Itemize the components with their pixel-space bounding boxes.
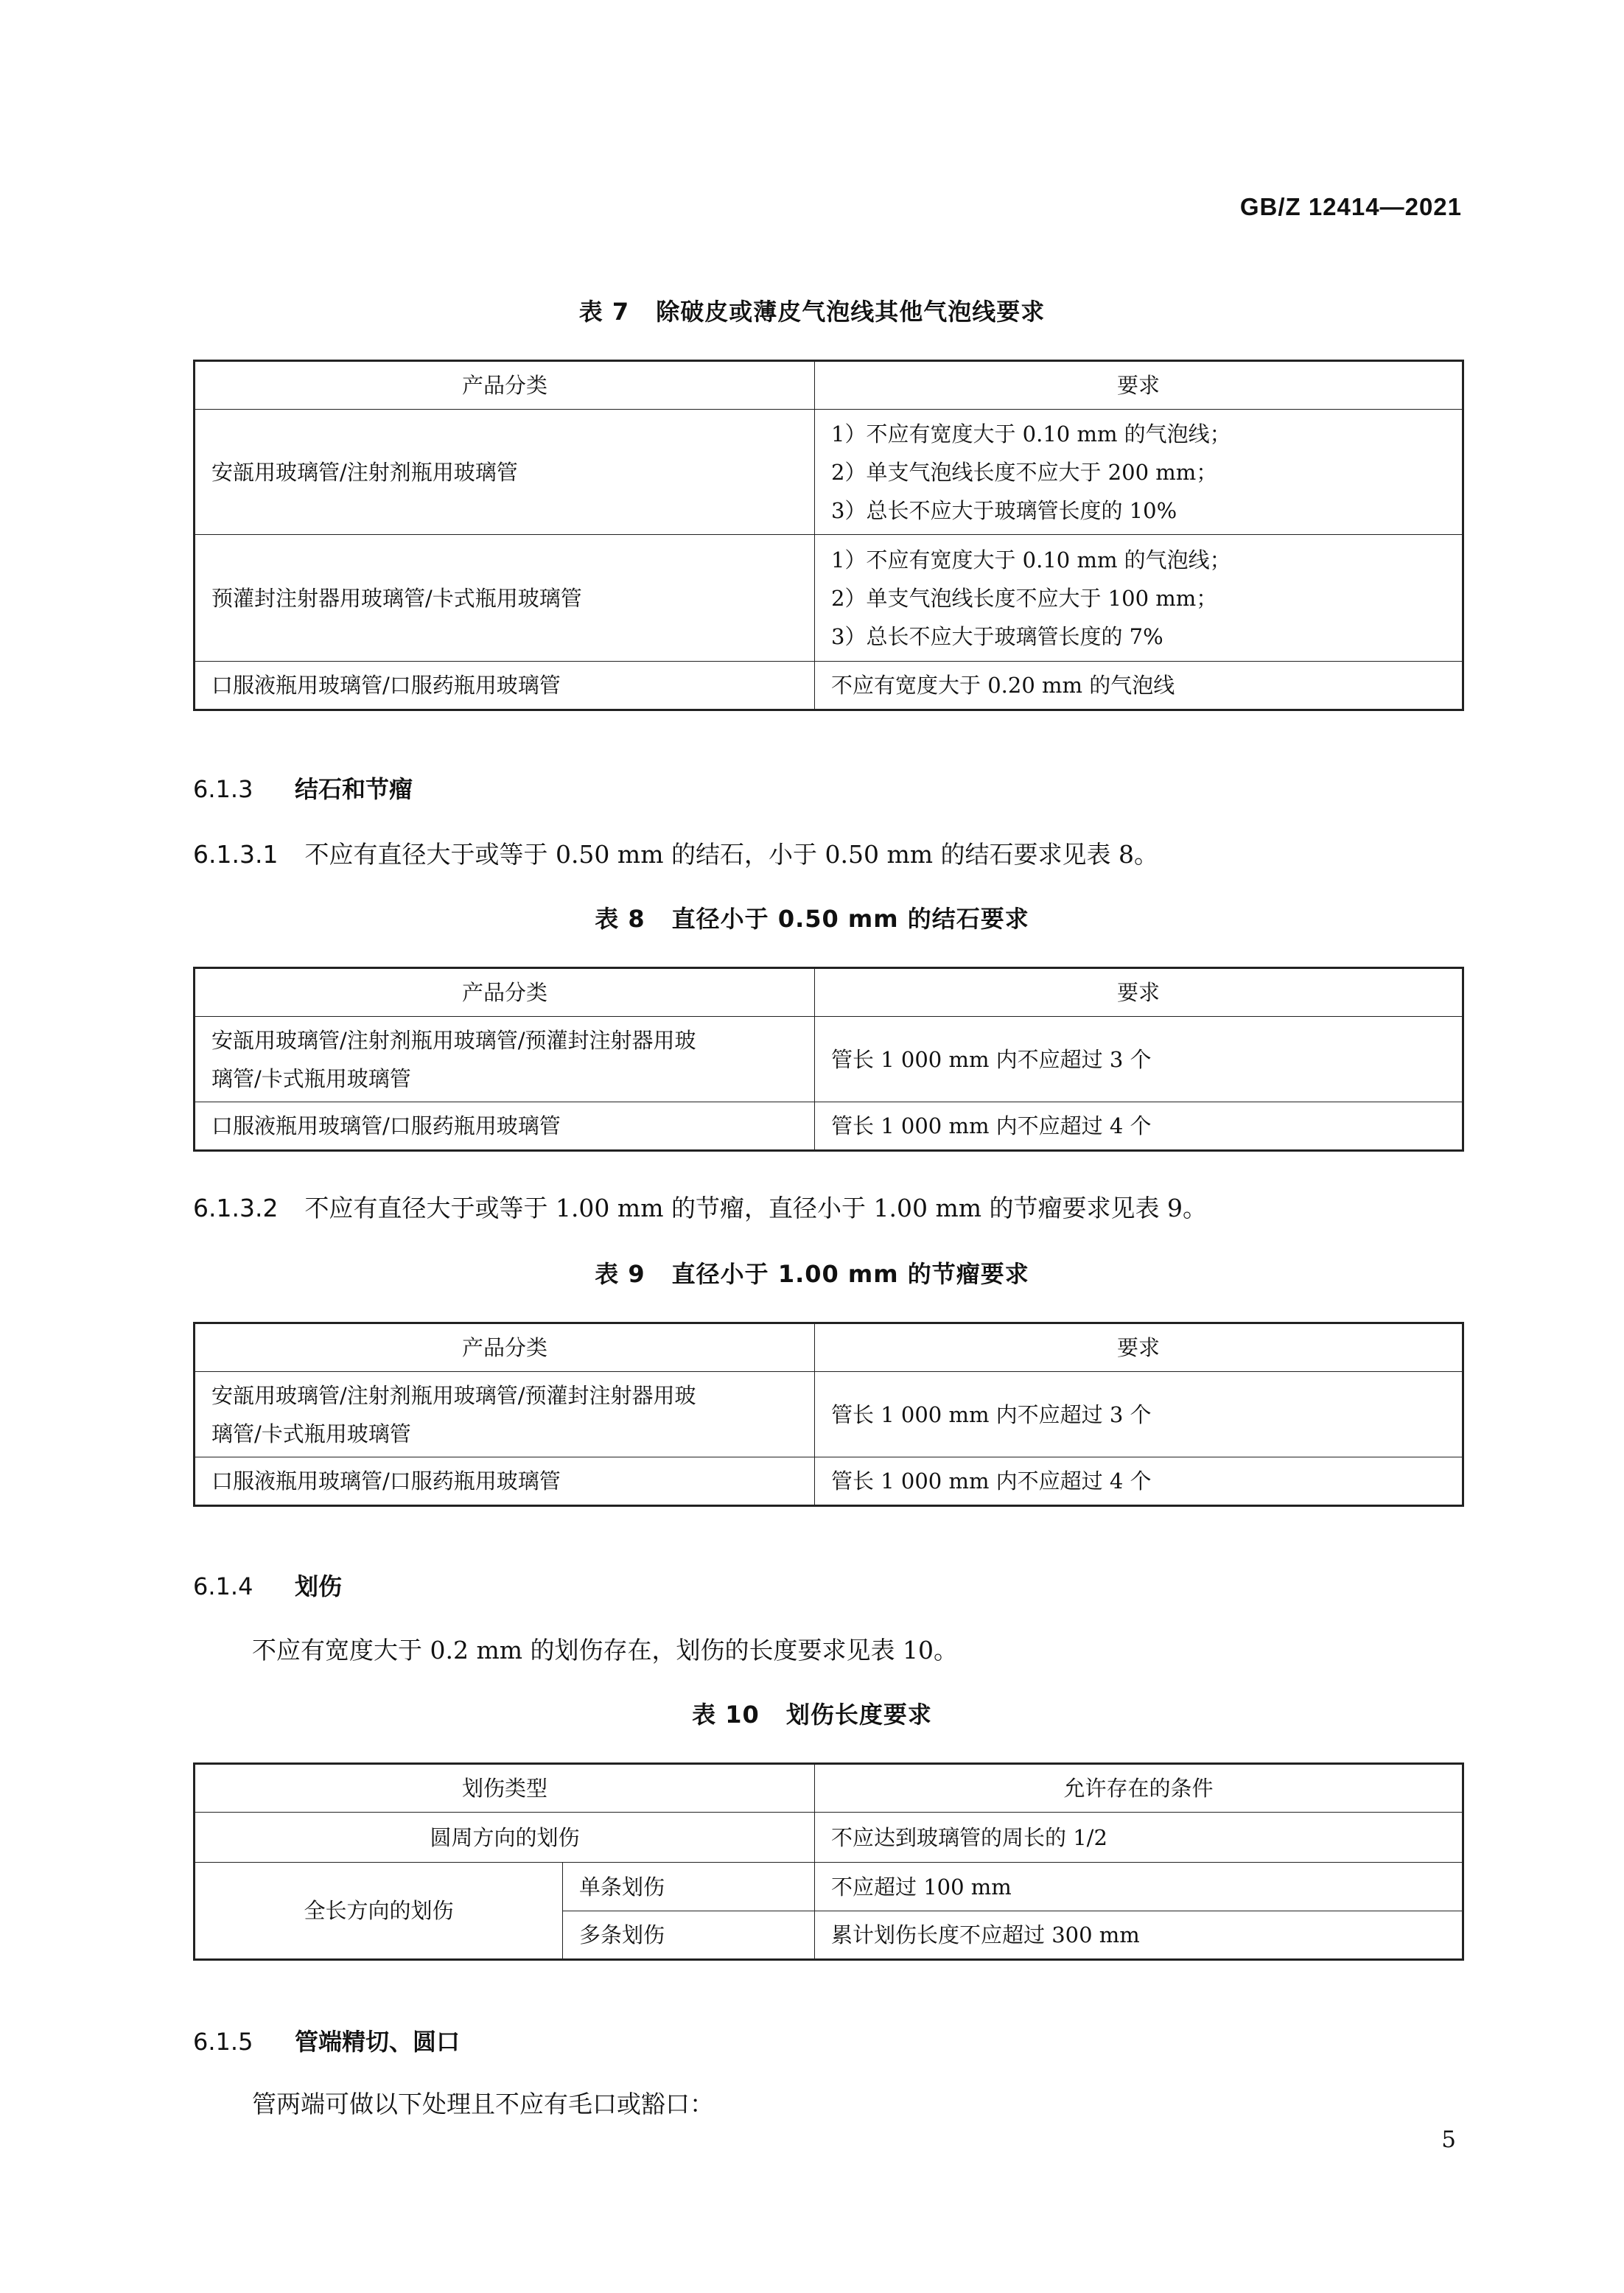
section-heading (193, 1568, 342, 1602)
column-header: 产品分类 (195, 968, 815, 1017)
clause-number: 6.1.3.2 (193, 1194, 279, 1222)
paragraph-text: 不应有宽度大于 0.2 mm 的划伤存在，划伤的长度要求见表 10。 (252, 1636, 959, 1664)
standard-code: GB/Z 12414—2021 (1239, 193, 1462, 220)
table-number: 表 9 (595, 1260, 645, 1288)
paragraph (193, 1189, 1207, 1224)
requirement-line: 3）总长不应大于玻璃管长度的 7% (831, 623, 1163, 649)
table-7 (193, 360, 1464, 711)
clause-text: 不应有直径大于或等于 1.00 mm 的节瘤，直径小于 1.00 mm 的节瘤要求见表 9。 (304, 1194, 1207, 1222)
table-title: 划伤长度要求 (785, 1701, 932, 1729)
condition-cell: 不应超过 100 mm (815, 1863, 1463, 1911)
requirement-line: 1）不应有宽度大于 0.10 mm 的气泡线； (831, 547, 1231, 573)
requirement-cell: 管长 1 000 mm 内不应超过 4 个 (815, 1457, 1463, 1506)
category-cell: 预灌封注射器用玻璃管/卡式瓶用玻璃管 (195, 535, 815, 662)
scratch-type-cell: 圆周方向的划伤 (195, 1813, 815, 1863)
requirement-line: 2）单支气泡线长度不应大于 200 mm； (831, 459, 1218, 485)
category-cell (195, 1372, 815, 1457)
table-title: 直径小于 0.50 mm 的结石要求 (671, 905, 1029, 933)
condition-cell: 累计划伤长度不应超过 300 mm (815, 1911, 1463, 1960)
category-line: 安瓿用玻璃管/注射剂瓶用玻璃管/预灌封注射器用玻 (211, 1027, 696, 1053)
table-title: 直径小于 1.00 mm 的节瘤要求 (671, 1260, 1029, 1288)
requirement-cell (815, 535, 1463, 662)
column-header: 要求 (815, 968, 1463, 1017)
table-10-caption (0, 1696, 1624, 1730)
category-line: 安瓿用玻璃管/注射剂瓶用玻璃管/预灌封注射器用玻 (211, 1382, 696, 1408)
condition-cell: 不应达到玻璃管的周长的 1/2 (815, 1813, 1463, 1863)
section-title: 结石和节瘤 (295, 775, 413, 803)
requirement-line: 2）单支气泡线长度不应大于 100 mm； (831, 585, 1218, 611)
table-number: 表 10 (692, 1701, 760, 1729)
paragraph (193, 836, 1158, 870)
requirement-cell: 管长 1 000 mm 内不应超过 4 个 (815, 1102, 1463, 1151)
table-number: 表 8 (595, 905, 645, 933)
section-heading (193, 771, 413, 805)
table-row (195, 410, 1463, 535)
requirement-cell (815, 410, 1463, 535)
scratch-subtype-cell: 多条划伤 (563, 1911, 815, 1960)
column-header: 产品分类 (195, 1323, 815, 1372)
category-cell: 口服液瓶用玻璃管/口服药瓶用玻璃管 (195, 662, 815, 710)
table-7-caption (0, 293, 1624, 327)
column-header: 要求 (815, 1323, 1463, 1372)
section-number: 6.1.3 (193, 775, 253, 803)
section-title: 划伤 (295, 1572, 343, 1600)
table-row (195, 1863, 1463, 1911)
paragraph (252, 2085, 714, 2120)
table-row (195, 1102, 1463, 1151)
category-line: 璃管/卡式瓶用玻璃管 (211, 1421, 411, 1446)
section-title: 管端精切、圆口 (295, 2028, 461, 2056)
requirement-cell: 管长 1 000 mm 内不应超过 3 个 (815, 1017, 1463, 1102)
paragraph (252, 1631, 958, 1666)
scratch-type-cell: 全长方向的划伤 (195, 1863, 563, 1960)
table-9-caption (0, 1256, 1624, 1289)
requirement-cell: 管长 1 000 mm 内不应超过 3 个 (815, 1372, 1463, 1457)
table-number: 表 7 (578, 298, 630, 326)
section-number: 6.1.5 (193, 2028, 253, 2056)
column-header: 划伤类型 (195, 1764, 815, 1813)
category-cell (195, 1017, 815, 1102)
table-row (195, 1372, 1463, 1457)
requirement-line: 1）不应有宽度大于 0.10 mm 的气泡线； (831, 421, 1231, 447)
table-10 (193, 1762, 1464, 1961)
page-number: 5 (1441, 2126, 1456, 2153)
table-title: 除破皮或薄皮气泡线其他气泡线要求 (656, 298, 1046, 326)
category-cell: 口服液瓶用玻璃管/口服药瓶用玻璃管 (195, 1102, 815, 1151)
section-number: 6.1.4 (193, 1572, 253, 1600)
clause-number: 6.1.3.1 (193, 840, 279, 869)
table-row (195, 662, 1463, 710)
table-row (195, 535, 1463, 662)
column-header: 允许存在的条件 (815, 1764, 1463, 1813)
category-line: 璃管/卡式瓶用玻璃管 (211, 1065, 411, 1091)
table-8-caption (0, 900, 1624, 934)
table-9 (193, 1322, 1464, 1507)
column-header: 要求 (815, 361, 1463, 410)
table-row (195, 1813, 1463, 1863)
section-heading (193, 2023, 460, 2057)
requirement-line: 3）总长不应大于玻璃管长度的 10% (831, 497, 1177, 523)
paragraph-text: 管两端可做以下处理且不应有毛口或豁口： (252, 2090, 714, 2118)
scratch-subtype-cell: 单条划伤 (563, 1863, 815, 1911)
category-cell: 安瓿用玻璃管/注射剂瓶用玻璃管 (195, 410, 815, 535)
table-row (195, 1457, 1463, 1506)
category-cell: 口服液瓶用玻璃管/口服药瓶用玻璃管 (195, 1457, 815, 1506)
clause-text: 不应有直径大于或等于 0.50 mm 的结石，小于 0.50 mm 的结石要求见表 8。 (304, 840, 1158, 869)
table-row (195, 1017, 1463, 1102)
requirement-cell: 不应有宽度大于 0.20 mm 的气泡线 (815, 662, 1463, 710)
column-header: 产品分类 (195, 361, 815, 410)
table-8 (193, 967, 1464, 1152)
